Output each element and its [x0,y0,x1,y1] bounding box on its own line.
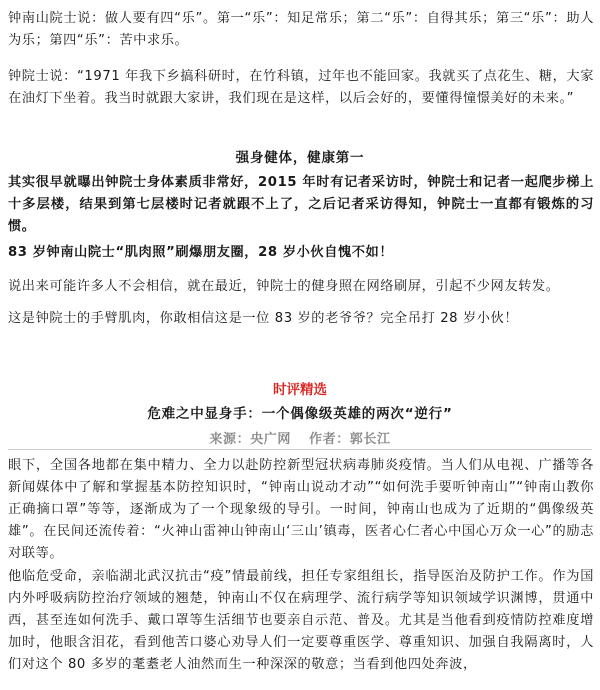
article-author: 作者：郭长江 [309,432,391,447]
paragraph-stair-climb: 其实很早就曝出钟院士身体素质非常好，2015 年时有记者采访时，钟院士和记者一起爬步梯上十多层楼，结果到第七层楼时记者就跟不上了，之后记者采访得知，钟院士一直都有锻炼的习惯。 [8,175,594,234]
paragraph-muscle-photo-headline: 83 岁钟南山院士“肌肉照”刷爆朋友圈，28 岁小伙自愧不如！ [8,245,394,260]
section-label-commentary: 时评精选 [273,382,327,398]
article-paragraph-2: 他临危受命，亲临湖北武汉抗击“疫”情最前线，担任专家组组长，指导医治及防护工作。作为国内外呼吸病防控治疗领域的翘楚，钟南山不仅在病理学、流行病学等知识领域学识渊博，贯通中西，甚至连如何洗手、戴口罩等生活细节也要亲自示范、普及。尤其是当他看到疫情防控难度增加时，他眼含泪花，看到他苦口婆心劝导人们一定要尊重医学、尊重知识、加强自我隔离时，人们对这个 80 多岁的耄耋老人油然而生一种深深的敬意；当看到他四处奔波， [8,569,594,672]
divider [8,449,592,450]
article-paragraph-1: 眼下，全国各地都在集中精力、全力以赴防控新型冠状病毒肺炎疫情。当人们从电视、广播等各新闻媒体中了解和掌握基本防控知识时，“钟南山说动才动”“如何洗手要听钟南山”“钟南山教你正确摘口罩”等等，逐渐成为了一个现象级的导引。一时间，钟南山也成为了近期的“偶像级英雄”。在民间还流传着：“火神山雷神山钟南山‘三山’镇毒，医者心仁者心中国心万众一心”的励志对联等。 [8,458,594,561]
paragraph-four-joys: 钟南山院士说：做人要有四“乐”。第一“乐”：知足常乐；第二“乐”：自得其乐；第三“乐”：助人为乐；第四“乐”：苦中求乐。 [8,11,594,48]
article-source-line [0,428,600,447]
section-heading-health: 强身健体，健康第一 [235,150,365,166]
paragraph-fitness-viral: 说出来可能许多人不会相信，就在最近，钟院士的健身照在网络刷屏，引起不少网友转发。 [8,279,560,294]
paragraph-1971-quote: 钟院士说：“1971 年我下乡搞科研时，在竹科镇，过年也不能回家。我就买了点花生、糖，大家在油灯下坐着。我当时就跟大家讲，我们现在是这样，以后会好的，要懂得憧憬美好的未来。” [8,69,594,106]
article-title: 危难之中显身手：一个偶像级英雄的两次“逆行” [147,406,453,422]
article-source: 来源：央广网 [209,432,291,447]
paragraph-arm-muscle: 这是钟院士的手臂肌肉，你敢相信这是一位 83 岁的老爷爷？完全吊打 28 岁小伙！ [8,311,519,326]
